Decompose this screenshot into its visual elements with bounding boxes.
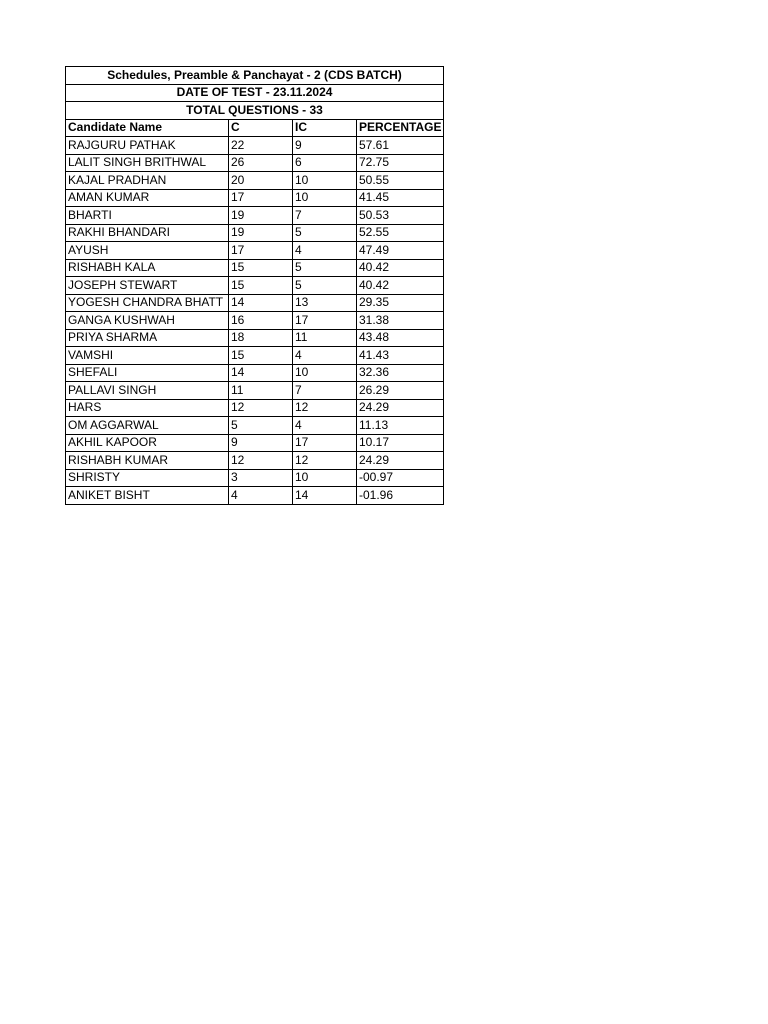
correct-cell: 14 [229, 294, 293, 312]
percentage-cell: 32.36 [357, 364, 444, 382]
candidate-name-cell: AYUSH [66, 242, 229, 260]
correct-cell: 5 [229, 417, 293, 435]
percentage-cell: 57.61 [357, 137, 444, 155]
candidate-name-cell: HARS [66, 399, 229, 417]
percentage-cell: 24.29 [357, 452, 444, 470]
percentage-cell: -00.97 [357, 469, 444, 487]
correct-cell: 19 [229, 224, 293, 242]
incorrect-cell: 10 [293, 189, 357, 207]
correct-cell: 16 [229, 312, 293, 330]
correct-cell: 12 [229, 452, 293, 470]
percentage-cell: 50.55 [357, 172, 444, 190]
date-row [66, 84, 444, 102]
incorrect-cell: 5 [293, 224, 357, 242]
correct-cell: 15 [229, 347, 293, 365]
candidate-name-cell: KAJAL PRADHAN [66, 172, 229, 190]
candidate-name-cell: RISHABH KUMAR [66, 452, 229, 470]
correct-cell: 12 [229, 399, 293, 417]
incorrect-cell: 5 [293, 277, 357, 295]
table-row [66, 399, 444, 417]
percentage-cell: -01.96 [357, 487, 444, 505]
correct-cell: 11 [229, 382, 293, 400]
table-row [66, 312, 444, 330]
table-row [66, 189, 444, 207]
incorrect-cell: 4 [293, 417, 357, 435]
correct-cell: 19 [229, 207, 293, 225]
incorrect-cell: 5 [293, 259, 357, 277]
header-correct: C [229, 119, 293, 137]
candidate-name-cell: PRIYA SHARMA [66, 329, 229, 347]
results-table [65, 66, 444, 505]
candidate-name-cell: AMAN KUMAR [66, 189, 229, 207]
percentage-cell: 29.35 [357, 294, 444, 312]
correct-cell: 15 [229, 259, 293, 277]
table-row [66, 259, 444, 277]
candidate-name-cell: OM AGGARWAL [66, 417, 229, 435]
incorrect-cell: 12 [293, 399, 357, 417]
correct-cell: 18 [229, 329, 293, 347]
candidate-name-cell: LALIT SINGH BRITHWAL [66, 154, 229, 172]
table-row [66, 452, 444, 470]
incorrect-cell: 10 [293, 469, 357, 487]
candidate-name-cell: SHEFALI [66, 364, 229, 382]
candidate-name-cell: AKHIL KAPOOR [66, 434, 229, 452]
incorrect-cell: 6 [293, 154, 357, 172]
percentage-cell: 40.42 [357, 259, 444, 277]
header-row [66, 119, 444, 137]
percentage-cell: 50.53 [357, 207, 444, 225]
header-incorrect: IC [293, 119, 357, 137]
incorrect-cell: 17 [293, 434, 357, 452]
percentage-cell: 31.38 [357, 312, 444, 330]
incorrect-cell: 9 [293, 137, 357, 155]
candidate-name-cell: SHRISTY [66, 469, 229, 487]
incorrect-cell: 17 [293, 312, 357, 330]
correct-cell: 14 [229, 364, 293, 382]
total-row [66, 102, 444, 120]
incorrect-cell: 12 [293, 452, 357, 470]
candidate-name-cell: YOGESH CHANDRA BHATT [66, 294, 229, 312]
percentage-cell: 41.43 [357, 347, 444, 365]
table-row [66, 417, 444, 435]
correct-cell: 9 [229, 434, 293, 452]
title-row [66, 67, 444, 85]
incorrect-cell: 10 [293, 172, 357, 190]
table-row [66, 242, 444, 260]
correct-cell: 22 [229, 137, 293, 155]
candidate-name-cell: RAJGURU PATHAK [66, 137, 229, 155]
incorrect-cell: 4 [293, 347, 357, 365]
correct-cell: 17 [229, 242, 293, 260]
incorrect-cell: 13 [293, 294, 357, 312]
table-row [66, 364, 444, 382]
table-row [66, 277, 444, 295]
correct-cell: 3 [229, 469, 293, 487]
table-row [66, 329, 444, 347]
percentage-cell: 72.75 [357, 154, 444, 172]
percentage-cell: 24.29 [357, 399, 444, 417]
percentage-cell: 10.17 [357, 434, 444, 452]
percentage-cell: 11.13 [357, 417, 444, 435]
percentage-cell: 47.49 [357, 242, 444, 260]
table-row [66, 207, 444, 225]
incorrect-cell: 14 [293, 487, 357, 505]
table-row [66, 172, 444, 190]
incorrect-cell: 4 [293, 242, 357, 260]
table-row [66, 347, 444, 365]
percentage-cell: 43.48 [357, 329, 444, 347]
candidate-name-cell: ANIKET BISHT [66, 487, 229, 505]
candidate-name-cell: BHARTI [66, 207, 229, 225]
total-questions: TOTAL QUESTIONS - 33 [66, 102, 444, 120]
correct-cell: 20 [229, 172, 293, 190]
correct-cell: 4 [229, 487, 293, 505]
test-date: DATE OF TEST - 23.11.2024 [66, 84, 444, 102]
candidate-name-cell: PALLAVI SINGH [66, 382, 229, 400]
correct-cell: 17 [229, 189, 293, 207]
results-sheet [65, 66, 443, 505]
percentage-cell: 40.42 [357, 277, 444, 295]
table-row [66, 154, 444, 172]
candidate-name-cell: VAMSHI [66, 347, 229, 365]
percentage-cell: 41.45 [357, 189, 444, 207]
percentage-cell: 52.55 [357, 224, 444, 242]
candidate-name-cell: JOSEPH STEWART [66, 277, 229, 295]
table-row [66, 224, 444, 242]
table-row [66, 434, 444, 452]
percentage-cell: 26.29 [357, 382, 444, 400]
table-row [66, 382, 444, 400]
candidate-name-cell: GANGA KUSHWAH [66, 312, 229, 330]
incorrect-cell: 7 [293, 207, 357, 225]
incorrect-cell: 7 [293, 382, 357, 400]
table-row [66, 469, 444, 487]
header-candidate-name: Candidate Name [66, 119, 229, 137]
sheet-title: Schedules, Preamble & Panchayat - 2 (CDS BATCH) [66, 67, 444, 85]
header-percentage: PERCENTAGE [357, 119, 444, 137]
incorrect-cell: 10 [293, 364, 357, 382]
candidate-name-cell: RAKHI BHANDARI [66, 224, 229, 242]
incorrect-cell: 11 [293, 329, 357, 347]
table-row [66, 487, 444, 505]
table-row [66, 294, 444, 312]
candidate-name-cell: RISHABH KALA [66, 259, 229, 277]
correct-cell: 15 [229, 277, 293, 295]
table-row [66, 137, 444, 155]
correct-cell: 26 [229, 154, 293, 172]
